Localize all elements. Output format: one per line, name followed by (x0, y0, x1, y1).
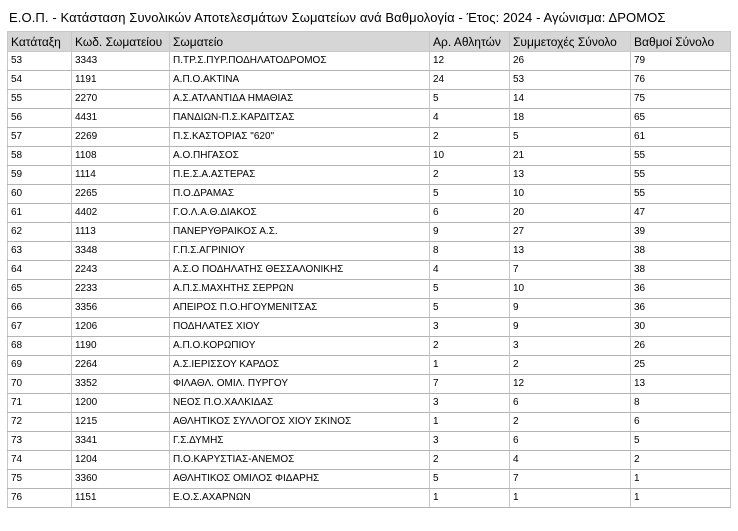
cell-participations: 26 (510, 52, 631, 71)
cell-club-code: 4431 (72, 109, 170, 128)
column-header-participations: Συμμετοχές Σύνολο (510, 32, 631, 52)
cell-rank: 57 (8, 128, 72, 147)
cell-club-name: ΠΟΔΗΛΑΤΕΣ ΧΙΟΥ (170, 318, 430, 337)
table-body (8, 52, 731, 508)
cell-points: 61 (631, 128, 731, 147)
cell-club-code: 3352 (72, 375, 170, 394)
cell-points: 36 (631, 280, 731, 299)
cell-rank: 67 (8, 318, 72, 337)
cell-club-code: 1114 (72, 166, 170, 185)
cell-points: 1 (631, 470, 731, 489)
cell-athletes: 3 (430, 394, 510, 413)
cell-athletes: 5 (430, 185, 510, 204)
cell-club-code: 1108 (72, 147, 170, 166)
cell-points: 6 (631, 413, 731, 432)
cell-participations: 3 (510, 337, 631, 356)
cell-athletes: 3 (430, 318, 510, 337)
cell-points: 55 (631, 147, 731, 166)
cell-club-name: ΑΠΕΙΡΟΣ Π.Ο.ΗΓΟΥΜΕΝΙΤΣΑΣ (170, 299, 430, 318)
cell-athletes: 4 (430, 261, 510, 280)
cell-participations: 5 (510, 128, 631, 147)
cell-participations: 13 (510, 166, 631, 185)
cell-club-code: 2233 (72, 280, 170, 299)
table-row (8, 223, 731, 242)
cell-rank: 72 (8, 413, 72, 432)
cell-rank: 59 (8, 166, 72, 185)
table-row (8, 470, 731, 489)
cell-rank: 60 (8, 185, 72, 204)
cell-club-name: Α.Σ.ΑΤΛΑΝΤΙΔΑ ΗΜΑΘΙΑΣ (170, 90, 430, 109)
cell-rank: 73 (8, 432, 72, 451)
cell-club-name: Γ.Ο.Λ.Α.Θ.ΔΙΑΚΟΣ (170, 204, 430, 223)
table-row (8, 204, 731, 223)
cell-club-name: Π.ΤΡ.Σ.ΠΥΡ.ΠΟΔΗΛΑΤΟΔΡΟΜΟΣ (170, 52, 430, 71)
table-row (8, 413, 731, 432)
cell-participations: 1 (510, 489, 631, 508)
table-row (8, 128, 731, 147)
cell-rank: 75 (8, 470, 72, 489)
cell-club-code: 1204 (72, 451, 170, 470)
cell-club-code: 1151 (72, 489, 170, 508)
table-row (8, 337, 731, 356)
cell-athletes: 10 (430, 147, 510, 166)
cell-club-name: ΠΑΝΕΡΥΘΡΑΙΚΟΣ Α.Σ. (170, 223, 430, 242)
cell-points: 76 (631, 71, 731, 90)
cell-participations: 2 (510, 356, 631, 375)
cell-club-name: Α.Σ.ΙΕΡΙΣΣΟΥ ΚΑΡΔΟΣ (170, 356, 430, 375)
table-row (8, 261, 731, 280)
cell-participations: 27 (510, 223, 631, 242)
cell-club-name: ΠΑΝΔΙΩΝ-Π.Σ.ΚΑΡΔΙΤΣΑΣ (170, 109, 430, 128)
cell-athletes: 1 (430, 489, 510, 508)
cell-rank: 62 (8, 223, 72, 242)
table-row (8, 71, 731, 90)
cell-participations: 14 (510, 90, 631, 109)
column-header-club: Σωματείο (170, 32, 430, 52)
cell-club-code: 1191 (72, 71, 170, 90)
cell-rank: 58 (8, 147, 72, 166)
column-header-club-code: Κωδ. Σωματείου (72, 32, 170, 52)
cell-rank: 64 (8, 261, 72, 280)
cell-club-name: Α.Ο.ΠΗΓΑΣΟΣ (170, 147, 430, 166)
cell-participations: 9 (510, 299, 631, 318)
cell-athletes: 2 (430, 166, 510, 185)
cell-club-name: Γ.Σ.ΔΥΜΗΣ (170, 432, 430, 451)
table-row (8, 299, 731, 318)
cell-rank: 61 (8, 204, 72, 223)
table-row (8, 166, 731, 185)
cell-points: 2 (631, 451, 731, 470)
cell-club-code: 3360 (72, 470, 170, 489)
cell-points: 38 (631, 242, 731, 261)
cell-participations: 7 (510, 261, 631, 280)
table-row (8, 280, 731, 299)
cell-points: 75 (631, 90, 731, 109)
table-row (8, 356, 731, 375)
cell-points: 65 (631, 109, 731, 128)
cell-participations: 12 (510, 375, 631, 394)
cell-participations: 6 (510, 394, 631, 413)
cell-club-name: ΑΘΛΗΤΙΚΟΣ ΟΜΙΛΟΣ ΦΙΔΑΡΗΣ (170, 470, 430, 489)
cell-participations: 4 (510, 451, 631, 470)
cell-club-name: ΝΕΟΣ Π.Ο.ΧΑΛΚΙΔΑΣ (170, 394, 430, 413)
cell-athletes: 2 (430, 337, 510, 356)
table-header-row (8, 32, 731, 52)
table-row (8, 318, 731, 337)
cell-rank: 71 (8, 394, 72, 413)
cell-club-name: Α.Π.Σ.ΜΑΧΗΤΗΣ ΣΕΡΡΩΝ (170, 280, 430, 299)
table-row (8, 90, 731, 109)
cell-athletes: 5 (430, 280, 510, 299)
cell-points: 47 (631, 204, 731, 223)
column-header-rank: Κατάταξη (8, 32, 72, 52)
cell-athletes: 9 (430, 223, 510, 242)
table-row (8, 432, 731, 451)
cell-club-name: Π.Σ.ΚΑΣΤΟΡΙΑΣ "620" (170, 128, 430, 147)
cell-club-name: ΦΙΛΑΘΛ. ΟΜΙΛ. ΠΥΡΓΟΥ (170, 375, 430, 394)
cell-participations: 10 (510, 280, 631, 299)
cell-points: 26 (631, 337, 731, 356)
cell-club-code: 2269 (72, 128, 170, 147)
cell-rank: 53 (8, 52, 72, 71)
cell-club-name: ΑΘΛΗΤΙΚΟΣ ΣΥΛΛΟΓΟΣ ΧΙΟΥ ΣΚΙΝΟΣ (170, 413, 430, 432)
cell-points: 38 (631, 261, 731, 280)
cell-points: 5 (631, 432, 731, 451)
cell-club-code: 3356 (72, 299, 170, 318)
cell-club-code: 2265 (72, 185, 170, 204)
cell-athletes: 24 (430, 71, 510, 90)
cell-athletes: 7 (430, 375, 510, 394)
cell-athletes: 4 (430, 109, 510, 128)
cell-participations: 9 (510, 318, 631, 337)
cell-rank: 54 (8, 71, 72, 90)
cell-rank: 66 (8, 299, 72, 318)
table-row (8, 109, 731, 128)
table-row (8, 394, 731, 413)
cell-club-name: Π.Ο.ΔΡΑΜΑΣ (170, 185, 430, 204)
cell-club-code: 3341 (72, 432, 170, 451)
column-header-athletes: Αρ. Αθλητών (430, 32, 510, 52)
cell-rank: 55 (8, 90, 72, 109)
cell-club-code: 2264 (72, 356, 170, 375)
cell-club-name: Γ.Π.Σ.ΑΓΡΙΝΙΟΥ (170, 242, 430, 261)
cell-participations: 18 (510, 109, 631, 128)
cell-club-code: 4402 (72, 204, 170, 223)
cell-club-code: 2243 (72, 261, 170, 280)
cell-points: 8 (631, 394, 731, 413)
cell-points: 39 (631, 223, 731, 242)
cell-rank: 69 (8, 356, 72, 375)
cell-rank: 68 (8, 337, 72, 356)
cell-participations: 6 (510, 432, 631, 451)
table-row (8, 242, 731, 261)
cell-club-name: Ε.Ο.Σ.ΑΧΑΡΝΩΝ (170, 489, 430, 508)
cell-points: 36 (631, 299, 731, 318)
column-header-points: Βαθμοί Σύνολο (631, 32, 731, 52)
cell-participations: 7 (510, 470, 631, 489)
cell-rank: 56 (8, 109, 72, 128)
cell-club-code: 1190 (72, 337, 170, 356)
cell-club-code: 3348 (72, 242, 170, 261)
cell-participations: 53 (510, 71, 631, 90)
cell-athletes: 1 (430, 356, 510, 375)
cell-participations: 20 (510, 204, 631, 223)
cell-club-name: Α.Π.Ο.ΑΚΤΙΝΑ (170, 71, 430, 90)
table-row (8, 185, 731, 204)
cell-participations: 10 (510, 185, 631, 204)
cell-points: 79 (631, 52, 731, 71)
cell-club-code: 1113 (72, 223, 170, 242)
cell-rank: 65 (8, 280, 72, 299)
table-row (8, 147, 731, 166)
table-row (8, 375, 731, 394)
cell-club-name: Α.Σ.Ο ΠΟΔΗΛΑΤΗΣ ΘΕΣΣΑΛΟΝΙΚΗΣ (170, 261, 430, 280)
table-row (8, 52, 731, 71)
cell-athletes: 5 (430, 90, 510, 109)
cell-athletes: 5 (430, 299, 510, 318)
report-title: Ε.Ο.Π. - Κατάσταση Συνολικών Αποτελεσμάτων Σωματείων ανά Βαθμολογία - Έτος: 2024 - Αγώνισμα: ΔΡΟΜΟΣ (9, 10, 666, 25)
cell-club-code: 2270 (72, 90, 170, 109)
cell-points: 1 (631, 489, 731, 508)
cell-club-code: 1200 (72, 394, 170, 413)
table-row (8, 451, 731, 470)
cell-points: 25 (631, 356, 731, 375)
cell-club-code: 1206 (72, 318, 170, 337)
cell-points: 55 (631, 185, 731, 204)
cell-participations: 21 (510, 147, 631, 166)
cell-participations: 13 (510, 242, 631, 261)
cell-athletes: 6 (430, 204, 510, 223)
cell-athletes: 8 (430, 242, 510, 261)
results-table (7, 31, 731, 508)
cell-club-name: Π.Ο.ΚΑΡΥΣΤΙΑΣ-ΑΝΕΜΟΣ (170, 451, 430, 470)
cell-club-code: 1215 (72, 413, 170, 432)
cell-athletes: 3 (430, 432, 510, 451)
cell-club-code: 3343 (72, 52, 170, 71)
cell-athletes: 2 (430, 128, 510, 147)
cell-rank: 63 (8, 242, 72, 261)
cell-club-name: Π.Ε.Σ.Α.ΑΣΤΕΡΑΣ (170, 166, 430, 185)
table-row (8, 489, 731, 508)
cell-rank: 70 (8, 375, 72, 394)
cell-rank: 76 (8, 489, 72, 508)
cell-rank: 74 (8, 451, 72, 470)
cell-points: 30 (631, 318, 731, 337)
cell-athletes: 5 (430, 470, 510, 489)
cell-points: 13 (631, 375, 731, 394)
cell-participations: 2 (510, 413, 631, 432)
cell-athletes: 1 (430, 413, 510, 432)
cell-athletes: 2 (430, 451, 510, 470)
cell-athletes: 12 (430, 52, 510, 71)
cell-points: 55 (631, 166, 731, 185)
cell-club-name: Α.Π.Ο.ΚΟΡΩΠΙΟΥ (170, 337, 430, 356)
